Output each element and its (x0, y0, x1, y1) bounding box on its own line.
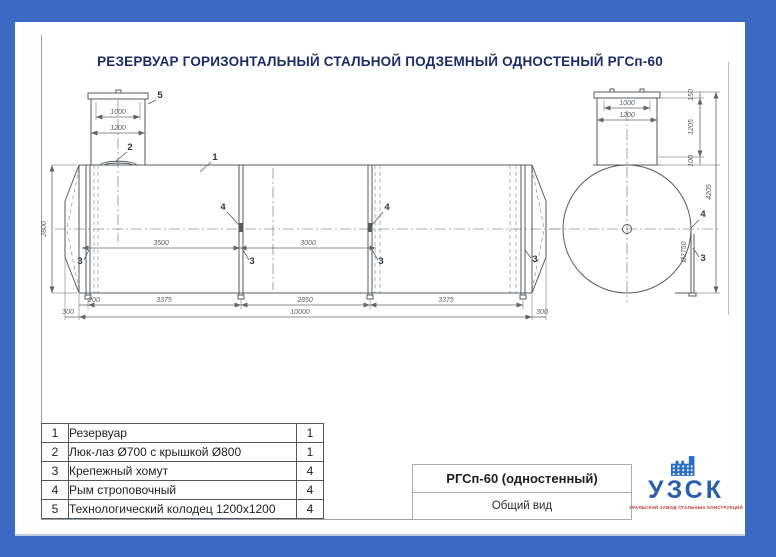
part-label-2: 2 (127, 142, 133, 153)
title-block (412, 464, 632, 520)
part-qty: 4 (297, 481, 324, 500)
dim-well-top-width: 1000 (110, 109, 126, 116)
part-qty: 4 (297, 500, 324, 519)
dim-collar-height: 100 (688, 155, 695, 167)
part-number: 5 (42, 500, 69, 519)
drawing-title: РЕЗЕРВУАР ГОРИЗОНТАЛЬНЫЙ СТАЛЬНОЙ ПОДЗЕМНЫЙ ОДНОСТЕНЫЙ РГСп-60 (97, 54, 663, 69)
table-row (42, 443, 324, 462)
dim-tank-height: 2800 (41, 221, 48, 237)
dim-cone-left: 300 (62, 309, 74, 316)
part-label-5: 5 (157, 90, 163, 101)
part-qty: 1 (297, 424, 324, 443)
part-qty: 1 (297, 443, 324, 462)
parts-table (41, 423, 324, 519)
drawing-sheet (15, 22, 745, 536)
end-view-part-labels (691, 209, 706, 264)
clamp-straps (85, 165, 526, 299)
end-center-lines (550, 110, 718, 302)
part-number: 4 (42, 481, 69, 500)
end-view (550, 89, 720, 302)
dim-cone-right: 300 (536, 309, 548, 316)
part-label-4: 4 (220, 202, 226, 213)
dim-end-well-top-width: 1000 (619, 100, 635, 107)
part-name: Люк-лаз Ø700 с крышкой Ø800 (69, 443, 297, 462)
lifting-eyes (240, 223, 372, 232)
dim-total-height: 4205 (706, 184, 713, 200)
side-view (41, 90, 562, 320)
technical-drawing (30, 80, 746, 320)
uzsk-logo (629, 454, 743, 510)
manhole (100, 161, 137, 165)
center-lines (55, 100, 562, 290)
part-name: Резервуар (69, 424, 297, 443)
part-number: 2 (42, 443, 69, 462)
table-row (42, 481, 324, 500)
table-row (42, 462, 324, 481)
dim-body-length: 10000 (290, 309, 310, 316)
part-label-4: 4 (384, 202, 390, 213)
part-name: Технологический колодец 1200x1200 (69, 500, 297, 519)
dim-spacing-3: 3375 (438, 297, 454, 304)
dim-span-a: 3500 (153, 240, 169, 247)
dim-well-width: 1200 (110, 125, 126, 132)
table-row (42, 500, 324, 519)
part-label-4: 4 (700, 209, 706, 220)
part-number: 1 (42, 424, 69, 443)
dim-well-height: 1205 (688, 119, 695, 135)
part-label-1: 1 (212, 152, 218, 163)
model-name: РГСп-60 (одностенный) (413, 465, 631, 493)
dim-diameter: Ø2750 (681, 241, 688, 263)
part-name: Крепежный хомут (69, 462, 297, 481)
dim-spacing-1: 3375 (156, 297, 172, 304)
part-qty: 4 (297, 462, 324, 481)
dim-end-well-width: 1200 (619, 112, 635, 119)
dim-span-b: 3000 (300, 240, 316, 247)
view-name: Общий вид (491, 500, 553, 512)
part-label-3: 3 (77, 256, 83, 267)
part-label-3: 3 (378, 256, 384, 267)
part-label-3: 3 (249, 256, 255, 267)
part-number: 3 (42, 462, 69, 481)
dim-cover-height: 150 (688, 89, 695, 101)
part-label-3: 3 (532, 254, 538, 265)
side-view-dimensions (41, 102, 548, 320)
dim-edge-offset: 200 (88, 297, 100, 304)
logo-tagline: УРАЛЬСКИЙ ЗАВОД СТАЛЬНЫХ КОНСТРУКЦИЙ (629, 505, 743, 510)
logo-abbreviation: УЗСК (648, 476, 724, 504)
factory-icon (670, 454, 702, 477)
table-row (42, 424, 324, 443)
part-label-3: 3 (700, 253, 706, 264)
part-name: Рым строповочный (69, 481, 297, 500)
dim-spacing-2: 2850 (297, 297, 313, 304)
